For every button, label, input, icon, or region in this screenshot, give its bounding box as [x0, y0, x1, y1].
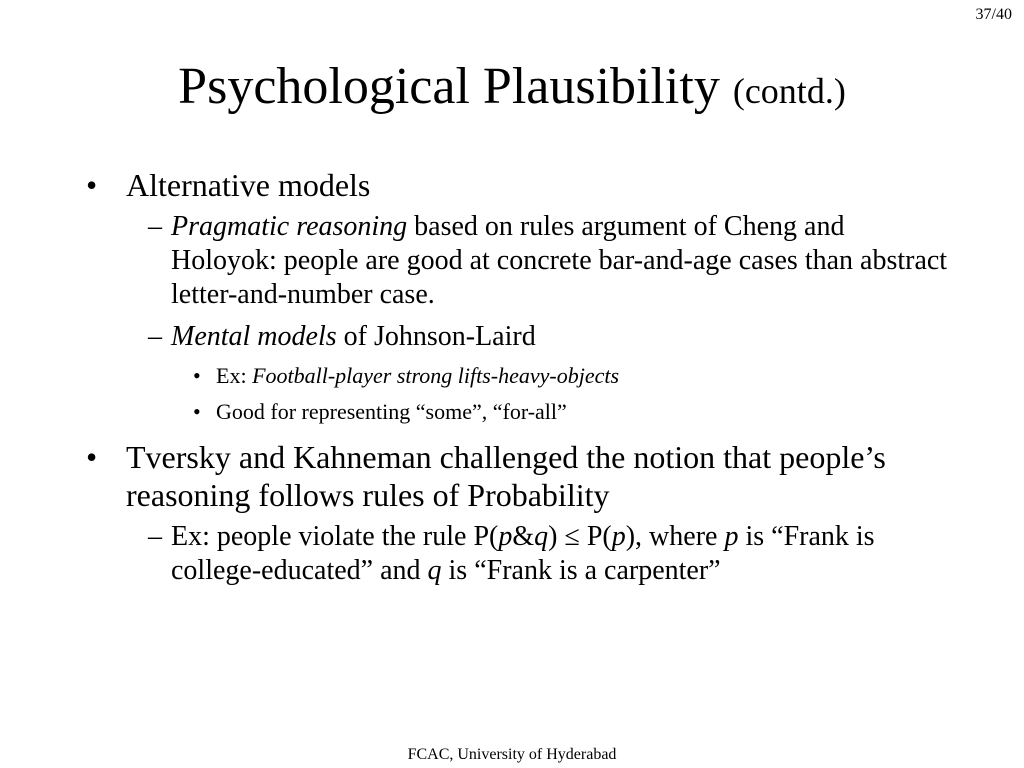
slide-number: 37/40	[975, 6, 1012, 23]
bullet-text: Tversky and Kahneman challenged the notion that people’s reasoning follows rules of Probability	[126, 439, 886, 513]
bullet-text: Alternative models	[126, 167, 371, 203]
example-prefix: Ex:	[216, 363, 253, 388]
bullet-alternative-models	[80, 166, 950, 204]
text-part: is “Frank is a carpenter”	[441, 555, 721, 586]
italic-var: p	[498, 521, 513, 552]
sub-bullet-text: of Johnson-Laird	[336, 321, 536, 352]
sub-bullet-mental-models	[126, 320, 950, 354]
bullet-marker: •	[86, 439, 98, 475]
slide-title	[0, 58, 1024, 115]
italic-var: q	[427, 555, 442, 586]
text-part: Ex: people violate the rule P(	[171, 521, 499, 552]
sub-bullet-probability-example	[126, 520, 950, 588]
italic-term: Mental models	[171, 321, 337, 352]
example-italic: Football-player strong lifts-heavy-objects	[252, 363, 620, 388]
bullet-marker: •	[193, 399, 201, 424]
dash-marker: –	[148, 521, 162, 552]
text-part: is “Frank is college-educated” and	[171, 521, 875, 586]
italic-var: q	[534, 521, 549, 552]
sub-sub-bullet-example	[171, 362, 950, 390]
italic-var: p	[611, 521, 626, 552]
slide-footer: FCAC, University of Hyderabad	[407, 746, 617, 763]
dash-marker: –	[148, 211, 162, 242]
slide-content	[80, 166, 950, 596]
dash-marker: –	[148, 321, 162, 352]
sub-sub-bullet-text: Good for representing “some”, “for-all”	[216, 399, 567, 424]
bullet-tversky-kahneman	[80, 438, 950, 514]
italic-var: p	[724, 521, 739, 552]
text-part: &	[512, 521, 535, 552]
sub-bullet-pragmatic-reasoning	[126, 210, 950, 312]
title-main: Psychological Plausibility	[178, 58, 720, 115]
sub-sub-bullet-good-for	[171, 398, 950, 426]
sub-bullet-text: based on rules argument of Cheng and Holoyok: people are good at concrete bar-and-age cases than abstract letter-and-number case.	[171, 211, 948, 310]
text-part: ) ≤ P(	[548, 521, 612, 552]
bullet-marker: •	[86, 167, 98, 203]
title-suffix: (contd.)	[732, 71, 846, 111]
italic-term: Pragmatic reasoning	[171, 211, 408, 242]
text-part: ), where	[625, 521, 725, 552]
bullet-marker: •	[193, 363, 201, 388]
